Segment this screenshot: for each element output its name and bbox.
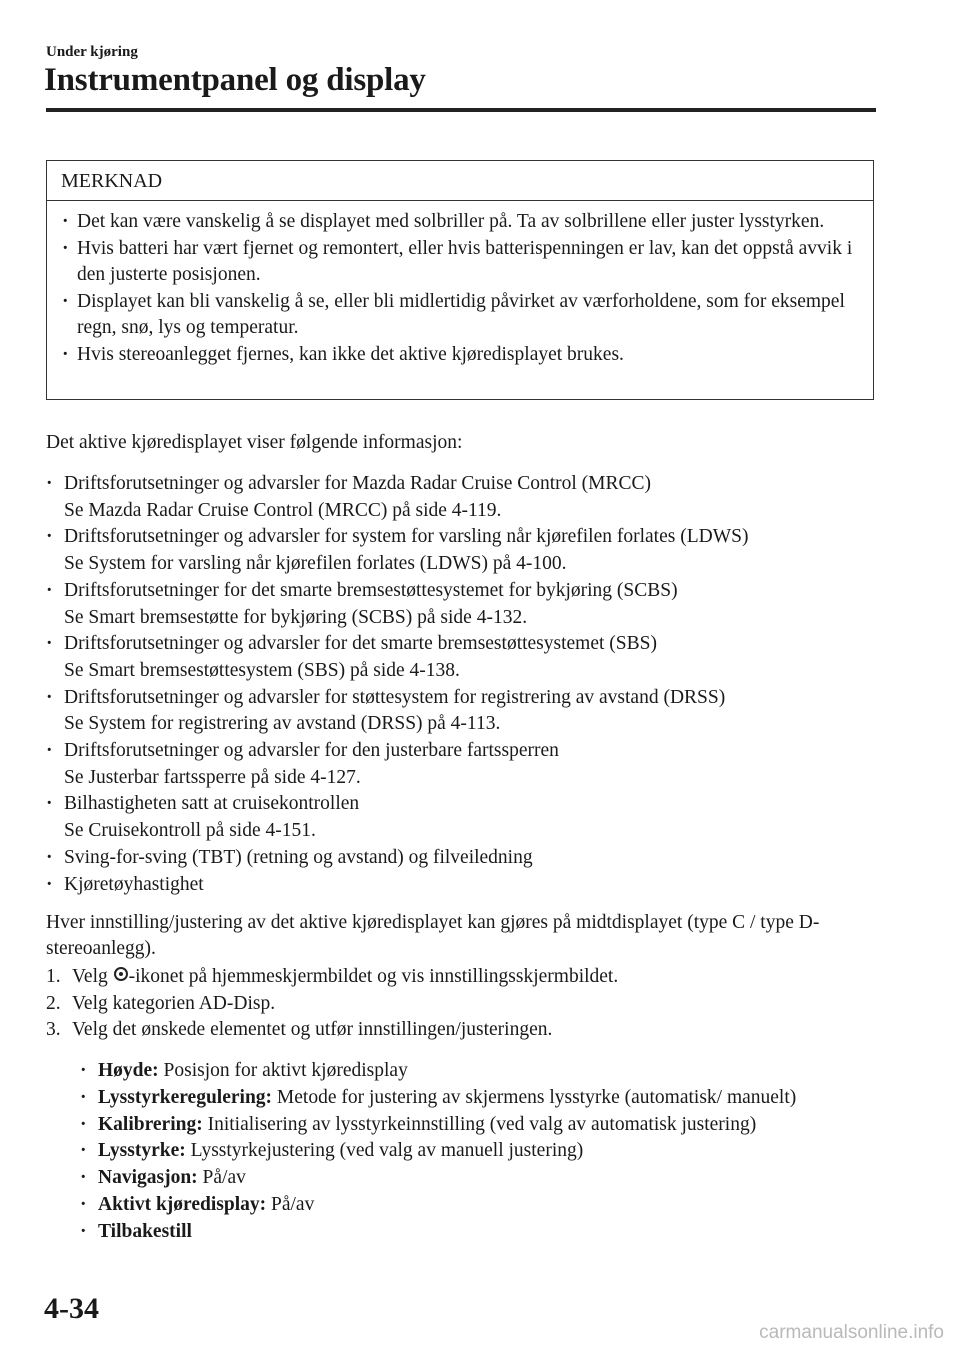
step-text: Velg kategorien AD-Disp.	[72, 992, 276, 1014]
settings-desc: Metode for justering av skjermens lysstyrke (automatisk/ manuelt)	[272, 1086, 797, 1108]
settings-term: Kalibrering:	[98, 1113, 203, 1135]
intro-text: Det aktive kjøredisplayet viser følgende informasjon:	[46, 432, 463, 453]
item-text: Driftsforutsetninger og advarsler for det smarte bremsestøttesystemet (SBS)	[64, 633, 657, 655]
page-reference: Se Justerbar fartssperre på side 4-127.	[64, 766, 361, 788]
step-text: Velg	[72, 966, 113, 987]
list-item	[46, 631, 876, 684]
list-item	[46, 685, 876, 738]
page-reference: Se Smart bremsestøtte for bykjøring (SCBS) på side 4-132.	[64, 606, 528, 628]
item-text: Driftsforutsetninger og advarsler for den justerbare fartssperren	[64, 740, 559, 762]
step-text: -ikonet på hjemmeskjermbildet og vis innstillingsskjermbildet.	[128, 966, 619, 987]
settings-term: Lysstyrkeregulering:	[98, 1086, 273, 1108]
list-item	[46, 524, 876, 577]
page-reference: Se System for varsling når kjørefilen forlates (LDWS) på 4-100.	[64, 553, 567, 575]
list-item	[46, 578, 876, 631]
settings-item	[80, 1165, 870, 1192]
item-text: Sving-for-sving (TBT) (retning og avstand) og filveiledning	[64, 846, 533, 868]
step-text: Velg det ønskede elementet og utfør innstillingen/justeringen.	[72, 1019, 553, 1040]
settings-desc: På/av	[197, 1167, 246, 1189]
settings-desc: Lysstyrkejustering (ved valg av manuell justering)	[185, 1140, 584, 1162]
list-item	[46, 471, 876, 524]
gear-icon	[114, 967, 128, 981]
list-item	[46, 738, 876, 791]
item-text: Driftsforutsetninger for det smarte bremsestøttesystemet for bykjøring (SCBS)	[64, 579, 678, 601]
settings-item	[80, 1192, 870, 1219]
page-reference: Se Smart bremsestøttesystem (SBS) på side 4-138.	[64, 659, 460, 681]
note-item: · Displayet kan bli vanskelig å se, eller bli midlertidig påvirket av værforholdene, som for eksempel regn, snø, lys og temperatur.	[62, 289, 859, 342]
settings-term: Aktivt kjøredisplay:	[98, 1193, 267, 1215]
settings-desc: Posisjon for aktivt kjøredisplay	[158, 1060, 408, 1081]
list-item	[46, 845, 876, 872]
settings-paragraph: Hver innstilling/justering av det aktive kjøredisplayet kan gjøres på midtdisplayet (type C / type D-stereoanlegg).	[46, 912, 820, 959]
page-title: Instrumentpanel og display	[44, 62, 426, 98]
item-text: Driftsforutsetninger og advarsler for støttesystem for registrering av avstand (DRSS)	[64, 686, 726, 708]
settings-desc: På/av	[266, 1193, 315, 1215]
watermark: carmanualsonline.info	[759, 1322, 944, 1343]
settings-item	[80, 1138, 870, 1165]
step-item	[46, 1017, 876, 1044]
list-item	[46, 791, 876, 844]
settings-desc: Initialisering av lysstyrkeinnstilling (ved valg av automatisk justering)	[202, 1113, 757, 1135]
item-text: Driftsforutsetninger og advarsler for Mazda Radar Cruise Control (MRCC)	[64, 473, 652, 494]
page-number: 4-34	[44, 1292, 99, 1325]
settings-item	[80, 1085, 870, 1112]
title-rule	[46, 108, 876, 112]
note-item: · Hvis batteri har vært fjernet og remontert, eller hvis batterispenningen er lav, kan det oppstå avvik i den justerte posisjonen.	[62, 236, 859, 289]
note-heading: MERKNAD	[47, 161, 873, 201]
item-text: Kjøretøyhastighet	[64, 873, 204, 895]
page-reference: Se Cruisekontroll på side 4-151.	[64, 820, 316, 842]
steps-list	[46, 964, 876, 1044]
settings-term: Navigasjon:	[98, 1167, 198, 1189]
settings-term: Lysstyrke:	[98, 1140, 186, 1162]
note-list	[47, 201, 873, 368]
step-number: 1.	[46, 966, 61, 987]
step-number: 2.	[46, 992, 61, 1014]
section-label: Under kjøring	[46, 44, 138, 60]
item-text: Bilhastigheten satt at cruisekontrollen	[64, 793, 360, 815]
step-item	[46, 964, 876, 991]
info-list	[46, 471, 876, 898]
note-item: · Hvis stereoanlegget fjernes, kan ikke det aktive kjøredisplayet brukes.	[62, 342, 859, 369]
note-item: · Det kan være vanskelig å se displayet med solbriller på. Ta av solbrillene eller juster lysstyrken.	[62, 209, 859, 236]
step-item	[46, 991, 876, 1018]
settings-item	[80, 1219, 870, 1246]
page-reference: Se System for registrering av avstand (DRSS) på 4-113.	[64, 713, 501, 735]
settings-item	[80, 1112, 870, 1139]
list-item	[46, 872, 876, 899]
note-box	[46, 160, 874, 400]
item-text: Driftsforutsetninger og advarsler for system for varsling når kjørefilen forlates (LDWS)	[64, 526, 749, 548]
settings-list	[80, 1058, 870, 1246]
settings-term: Tilbakestill	[98, 1220, 192, 1242]
page-reference: Se Mazda Radar Cruise Control (MRCC) på side 4-119.	[64, 499, 502, 521]
settings-term: Høyde:	[98, 1060, 159, 1081]
step-number: 3.	[46, 1019, 61, 1040]
settings-item	[80, 1058, 870, 1085]
